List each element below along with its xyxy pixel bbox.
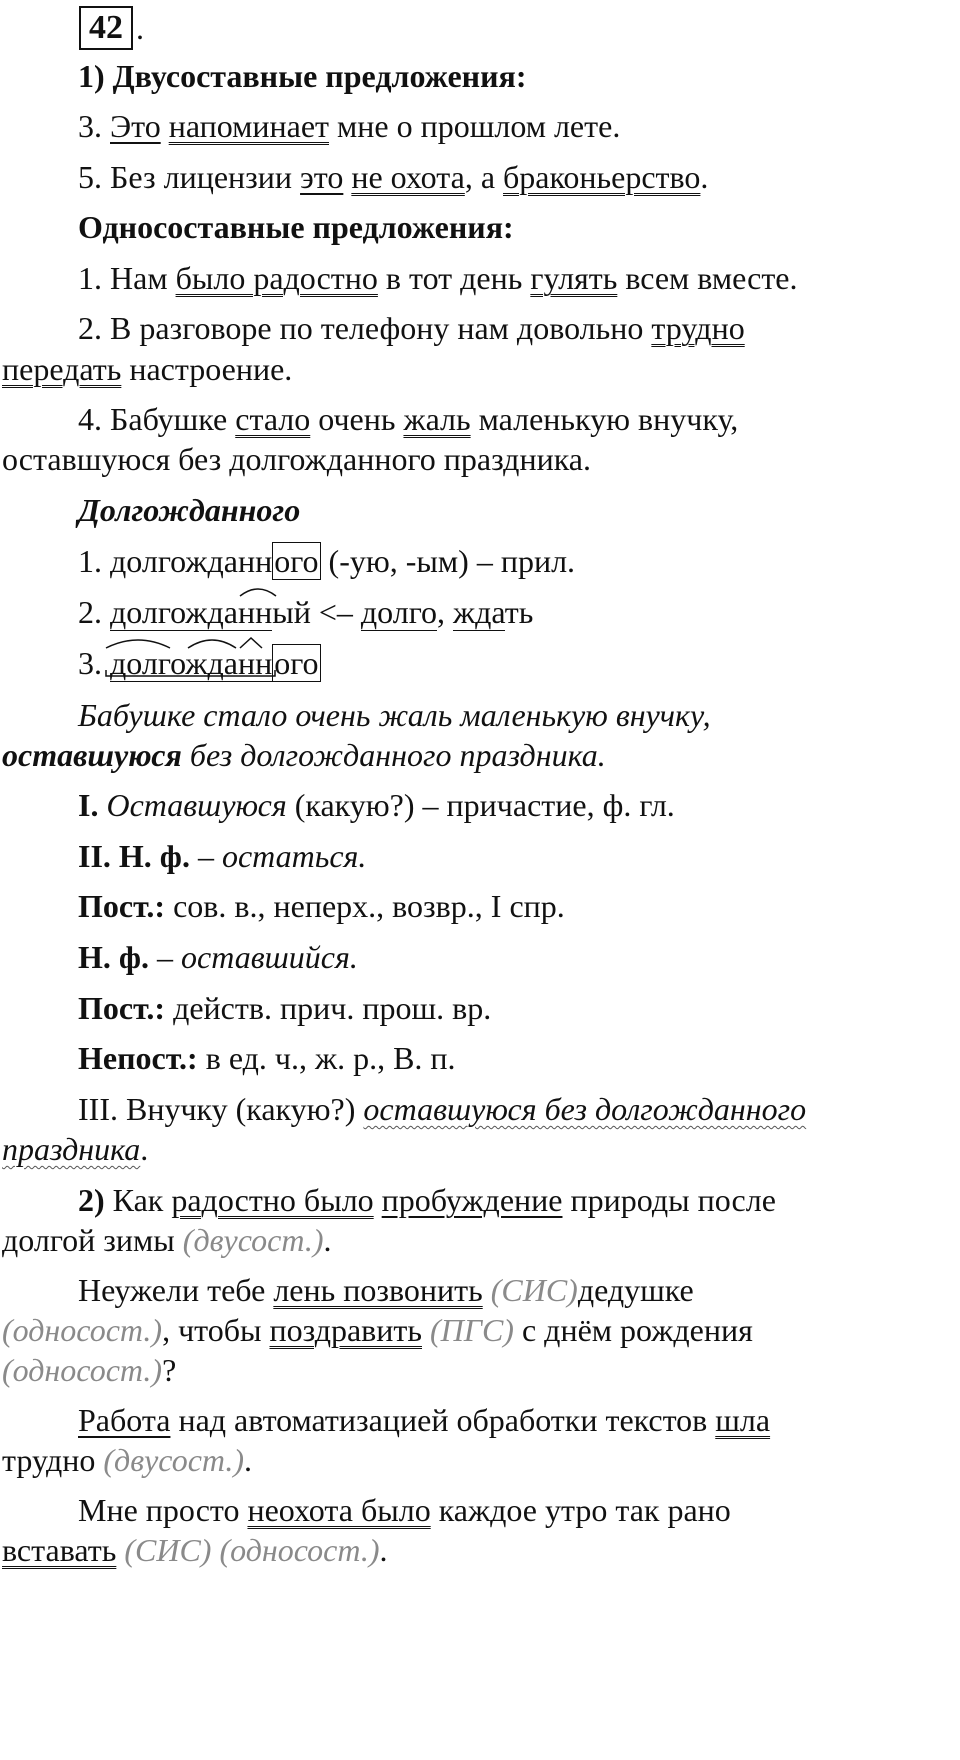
- text: долгой зимы: [2, 1222, 183, 1258]
- task2-sentence-2-line-2: [2, 1310, 753, 1350]
- predicate: не охота: [351, 159, 465, 195]
- ending-box: ого: [274, 543, 319, 579]
- section-heading-one-part: Односоставные предложения:: [78, 209, 514, 245]
- label: Н. ф.: [78, 939, 150, 975]
- word-analysis-title: Долгожданного: [78, 492, 301, 528]
- section-heading-two-part: 1) Двусоставные предложения:: [78, 58, 527, 94]
- predicate: передать: [2, 351, 122, 387]
- predicate: неохота было: [247, 1492, 431, 1528]
- source-word-stem: долго: [360, 594, 438, 630]
- ending-box: ого: [274, 645, 319, 681]
- space: [374, 1182, 382, 1218]
- text: сов. в., неперх., возвр., I спр.: [165, 888, 565, 924]
- word-form-line: [78, 541, 575, 581]
- text: ый <–: [272, 594, 361, 630]
- task2-sentence-3-line-2: [2, 1440, 252, 1480]
- parse-step-2: [78, 836, 366, 876]
- exercise-number-dot: .: [136, 10, 144, 46]
- sentence-4-line-1: [78, 399, 738, 439]
- text: .: [140, 1131, 149, 1167]
- predicate: гулять: [530, 260, 618, 296]
- text: в ед. ч., ж. р., В. п.: [197, 1040, 456, 1076]
- sentence-3: [78, 106, 620, 146]
- text: с днём рождения: [513, 1312, 753, 1348]
- word: остаться.: [221, 838, 367, 874]
- label: I.: [78, 787, 99, 823]
- text: 1. Нам: [78, 260, 176, 296]
- task2-sentence-2-line-1: [78, 1270, 694, 1310]
- text: ть: [504, 594, 534, 630]
- label: Пост.:: [78, 888, 166, 924]
- subject: Работа: [78, 1402, 171, 1438]
- text: .: [323, 1222, 332, 1258]
- stem-part: жданн: [185, 594, 273, 630]
- sentence-4-line-2: оставшуюся без долгожданного праздника.: [2, 441, 591, 477]
- note: (односост.): [2, 1352, 163, 1388]
- morpheme-line: [78, 643, 321, 683]
- note: (двусост.): [103, 1442, 245, 1478]
- sentence-2-line-1: [78, 308, 745, 348]
- word-formation-line: [78, 592, 533, 632]
- note: (ПГС): [429, 1312, 514, 1348]
- predicate: шла: [715, 1402, 771, 1438]
- text: всем вместе.: [617, 260, 798, 296]
- text: Неужели тебе: [78, 1272, 274, 1308]
- example-sentence-line-2: [2, 735, 606, 775]
- task2-sentence-2-line-3: [2, 1350, 176, 1390]
- text: каждое утро так рано: [430, 1492, 731, 1528]
- text: Как: [104, 1182, 172, 1218]
- participial-phrase: оставшуюся без долгожданного: [363, 1091, 807, 1127]
- predicate: было радостно: [175, 260, 378, 296]
- text: над автоматизацией обработки текстов: [170, 1402, 716, 1438]
- predicate: браконьерство: [503, 159, 701, 195]
- sentence-3-num: 3.: [78, 108, 110, 144]
- note: (двусост.): [182, 1222, 324, 1258]
- label: 2): [78, 1182, 105, 1218]
- parse-constant-2: [78, 988, 491, 1028]
- participial-phrase: праздника: [2, 1131, 141, 1167]
- text: в тот день: [377, 260, 531, 296]
- text: (-ую, -ым) – прил.: [320, 543, 576, 579]
- predicate: жаль: [403, 401, 471, 437]
- sentence-1: [78, 258, 798, 298]
- note: (односост.): [2, 1312, 163, 1348]
- predicate: радостно было: [171, 1182, 374, 1218]
- text: 4. Бабушке: [78, 401, 236, 437]
- text: настроение.: [121, 351, 293, 387]
- predicate: трудно: [651, 310, 745, 346]
- example-sentence-line-1: Бабушке стало очень жаль маленькую внучку,: [78, 697, 711, 733]
- text: III. Внучку (какую?): [78, 1091, 364, 1127]
- text: маленькую внучку,: [470, 401, 739, 437]
- text: природы после: [562, 1182, 776, 1218]
- text: трудно: [2, 1442, 104, 1478]
- exercise-number: 42: [79, 6, 133, 50]
- predicate: стало: [235, 401, 311, 437]
- analyzed-word: оставшуюся: [2, 737, 182, 773]
- text: очень: [310, 401, 404, 437]
- task2-sentence-4-line-2: [2, 1530, 388, 1570]
- parse-initial-form: [78, 937, 358, 977]
- text: 1. долгожданн: [78, 543, 273, 579]
- predicate: напоминает: [168, 108, 329, 144]
- note: (СИС): [490, 1272, 578, 1308]
- parse-step-3-line-2: [2, 1129, 148, 1169]
- space: [483, 1272, 491, 1308]
- subject: Это: [110, 108, 161, 144]
- predicate: лень позвонить: [273, 1272, 483, 1308]
- sentence-5: [78, 157, 708, 197]
- word: оставшийся.: [181, 939, 358, 975]
- text: , чтобы: [162, 1312, 270, 1348]
- space: [422, 1312, 430, 1348]
- parse-step-3-line-1: [78, 1089, 806, 1129]
- text: действ. прич. прош. вр.: [165, 990, 492, 1026]
- parse-variable: [78, 1038, 456, 1078]
- text: .: [379, 1532, 388, 1568]
- text: 2.: [78, 594, 110, 630]
- parse-step-1: [78, 785, 675, 825]
- note: (СИС): [124, 1532, 212, 1568]
- subject: это: [300, 159, 344, 195]
- sentence-2-line-2: [2, 349, 292, 389]
- text: ?: [162, 1352, 177, 1388]
- word-stem: долгожданн: [110, 645, 273, 681]
- stem-part: долго: [110, 594, 186, 630]
- text: 2. В разговоре по телефону нам довольно: [78, 310, 652, 346]
- sentence-3-rest: мне о прошлом лете.: [329, 108, 621, 144]
- predicate: поздравить: [269, 1312, 422, 1348]
- text: Мне просто: [78, 1492, 248, 1528]
- label: Пост.:: [78, 990, 166, 1026]
- text: без долгожданного праздника.: [181, 737, 606, 773]
- label: Непост.:: [78, 1040, 198, 1076]
- label: II. Н. ф.: [78, 838, 190, 874]
- text: ,: [437, 594, 454, 630]
- note: (односост.): [219, 1532, 380, 1568]
- word: Оставшуюся: [98, 787, 287, 823]
- text: .: [700, 159, 709, 195]
- text: .: [244, 1442, 253, 1478]
- text: , а: [464, 159, 504, 195]
- task2-sentence-1-line-2: [2, 1220, 332, 1260]
- text: –: [189, 838, 222, 874]
- space: [161, 108, 169, 144]
- text: 3.: [78, 645, 110, 681]
- task2-sentence-3-line-1: [78, 1400, 770, 1440]
- text: дедушке: [577, 1272, 694, 1308]
- text: –: [149, 939, 182, 975]
- parse-constant-1: [78, 886, 565, 926]
- text: (какую?) – причастие, ф. гл.: [286, 787, 675, 823]
- task2-sentence-1-line-1: [78, 1180, 776, 1220]
- task2-sentence-4-line-1: [78, 1490, 731, 1530]
- predicate: вставать: [2, 1532, 117, 1568]
- source-word-stem: жда: [453, 594, 505, 630]
- subject: пробуждение: [381, 1182, 563, 1218]
- sentence-5-start: 5. Без лицензии: [78, 159, 301, 195]
